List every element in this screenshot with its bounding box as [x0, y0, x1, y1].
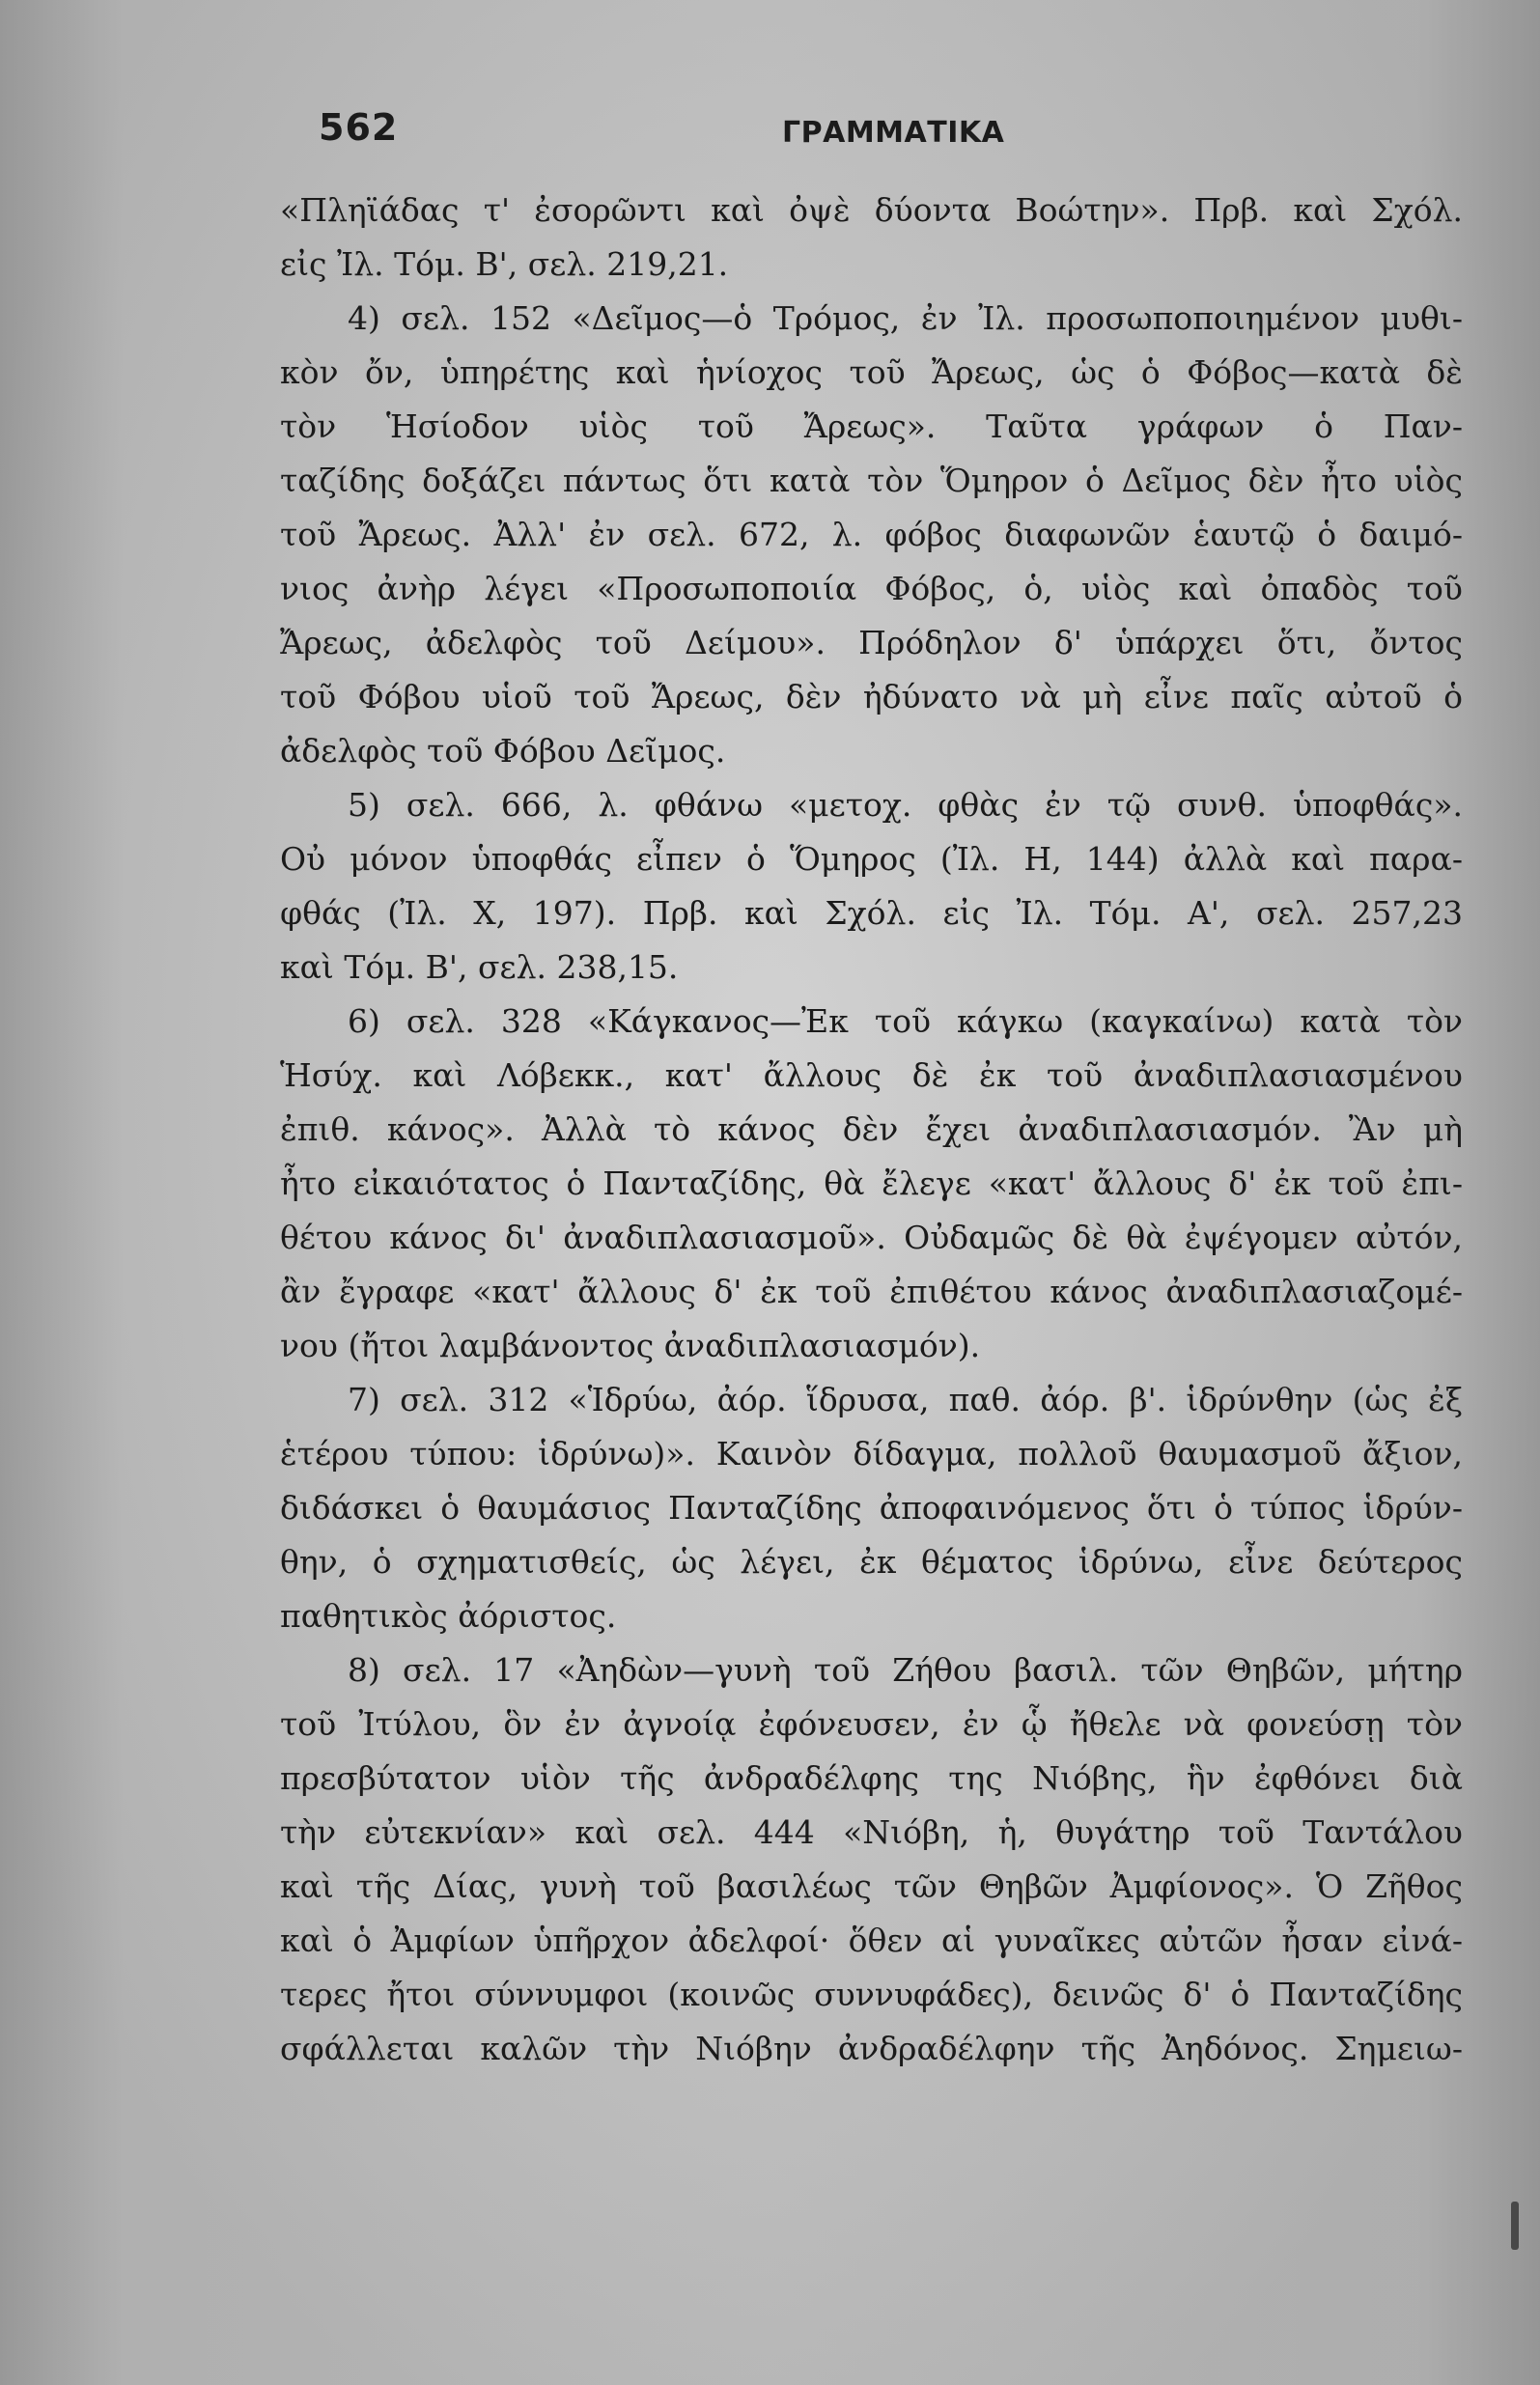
text-line: τὴν εὐτεκνίαν» καὶ σελ. 444 «Νιόβη, ἡ, θυγάτηρ τοῦ Ταντάλου	[280, 1813, 1463, 1851]
text-line: καὶ τῆς Δίας, γυνὴ τοῦ βασιλέως τῶν Θηβῶν Ἀμφίονος». Ὁ Ζῆθος	[280, 1867, 1463, 1905]
text-line: ταζίδης δοξάζει πάντως ὅτι κατὰ τὸν Ὅμηρον ὁ Δεῖμος δὲν ἦτο υἱὸς	[280, 462, 1463, 499]
text-line: τοῦ Ἄρεως. Ἀλλ' ἐν σελ. 672, λ. φόβος διαφωνῶν ἑαυτῷ ὁ δαιμό-	[280, 516, 1463, 553]
text-line: νου (ἤτοι λαμβάνοντος ἀναδιπλασιασμόν).	[280, 1327, 981, 1364]
scan-edge-mark	[1511, 2202, 1519, 2250]
text-line: 8) σελ. 17 «Ἀηδὼν—γυνὴ τοῦ Ζήθου βασιλ. τῶν Θηβῶν, μήτηρ	[348, 1651, 1463, 1689]
text-line: νιος ἀνὴρ λέγει «Προσωποποιία Φόβος, ὁ, υἱὸς καὶ ὀπαδὸς τοῦ	[280, 570, 1463, 607]
text-line: «Πληϊάδας τ' ἐσορῶντι καὶ ὀψὲ δύοντα Βοώτην». Πρβ. καὶ Σχόλ.	[280, 191, 1463, 229]
text-line: ἐπιθ. κάνος». Ἀλλὰ τὸ κάνος δὲν ἔχει ἀναδιπλασιασμόν. Ἂν μὴ	[280, 1110, 1463, 1148]
text-line: θην, ὁ σχηματισθείς, ὡς λέγει, ἐκ θέματος ἱδρύνω, εἶνε δεύτερος	[280, 1543, 1463, 1581]
text-line: φθάς (Ἰλ. Χ, 197). Πρβ. καὶ Σχόλ. εἰς Ἰλ. Τόμ. Α', σελ. 257,23	[280, 894, 1463, 932]
text-line: ἀδελφὸς τοῦ Φόβου Δεῖμος.	[280, 732, 726, 770]
text-line: καὶ ὁ Ἀμφίων ὑπῆρχον ἀδελφοί· ὅθεν αἱ γυναῖκες αὐτῶν ἦσαν εἰνά-	[280, 1922, 1463, 1959]
text-line: εἰς Ἰλ. Τόμ. Β', σελ. 219,21.	[280, 245, 729, 283]
text-line: Ἄρεως, ἀδελφὸς τοῦ Δείμου». Πρόδηλον δ' ὑπάρχει ὅτι, ὄντος	[280, 624, 1463, 661]
text-line: τοῦ Ἰτύλου, ὃν ἐν ἀγνοίᾳ ἐφόνευσεν, ἐν ᾧ ἤθελε νὰ φονεύσῃ τὸν	[280, 1705, 1463, 1743]
text-line: τὸν Ἡσίοδον υἱὸς τοῦ Ἄρεως». Ταῦτα γράφων ὁ Παν-	[280, 407, 1463, 445]
text-line: καὶ Τόμ. Β', σελ. 238,15.	[280, 948, 679, 986]
text-line: τοῦ Φόβου υἱοῦ τοῦ Ἄρεως, δὲν ἠδύνατο νὰ μὴ εἶνε παῖς αὐτοῦ ὁ	[280, 678, 1463, 716]
text-line: Ἡσύχ. καὶ Λόβεκκ., κατ' ἄλλους δὲ ἐκ τοῦ ἀναδιπλασιασμένου	[280, 1056, 1463, 1094]
text-line: 5) σελ. 666, λ. φθάνω «μετοχ. φθὰς ἐν τῷ συνθ. ὑποφθάς».	[348, 786, 1463, 824]
running-title: ΓΡΑΜΜΑΤΙΚΑ	[782, 116, 1005, 150]
text-line: Οὐ μόνον ὑποφθάς εἶπεν ὁ Ὅμηρος (Ἰλ. Η, 144) ἀλλὰ καὶ παρα-	[280, 840, 1463, 878]
text-line: 7) σελ. 312 «Ἱδρύω, ἀόρ. ἵδρυσα, παθ. ἀόρ. β'. ἱδρύνθην (ὡς ἐξ	[348, 1381, 1463, 1418]
text-line: τερες ἤτοι σύννυμφοι (κοινῶς συννυφάδες), δεινῶς δ' ὁ Πανταζίδης	[280, 1976, 1463, 2013]
text-line: πρεσβύτατον υἱὸν τῆς ἀνδραδέλφης της Νιόβης, ἣν ἐφθόνει διὰ	[280, 1759, 1463, 1797]
text-line: ἦτο εἰκαιότατος ὁ Πανταζίδης, θὰ ἔλεγε «κατ' ἄλλους δ' ἐκ τοῦ ἐπι-	[280, 1164, 1463, 1202]
text-line: ἑτέρου τύπου: ἱδρύνω)». Καινὸν δίδαγμα, πολλοῦ θαυμασμοῦ ἄξιον,	[280, 1435, 1463, 1473]
text-line: κὸν ὄν, ὑπηρέτης καὶ ἡνίοχος τοῦ Ἄρεως, ὡς ὁ Φόβος—κατὰ δὲ	[280, 353, 1463, 391]
page-number: 562	[319, 106, 399, 149]
text-line: σφάλλεται καλῶν τὴν Νιόβην ἀνδραδέλφην τῆς Ἀηδόνος. Σημειω-	[280, 2030, 1463, 2067]
text-line: διδάσκει ὁ θαυμάσιος Πανταζίδης ἀποφαινόμενος ὅτι ὁ τύπος ἱδρύν-	[280, 1489, 1463, 1527]
body-text	[280, 183, 1463, 2076]
text-line: ἂν ἔγραφε «κατ' ἄλλους δ' ἐκ τοῦ ἐπιθέτου κάνος ἀναδιπλασιαζομέ-	[280, 1273, 1463, 1310]
page-header	[319, 106, 1448, 164]
text-line: 6) σελ. 328 «Κάγκανος—Ἐκ τοῦ κάγκω (καγκαίνω) κατὰ τὸν	[348, 1002, 1463, 1040]
text-line: 4) σελ. 152 «Δεῖμος—ὁ Τρόμος, ἐν Ἰλ. προσωποποιημένον μυθι-	[348, 299, 1463, 337]
text-line: παθητικὸς ἀόριστος.	[280, 1597, 617, 1635]
text-line: θέτου κάνος δι' ἀναδιπλασιασμοῦ». Οὐδαμῶς δὲ θὰ ἐψέγομεν αὐτόν,	[280, 1219, 1463, 1256]
